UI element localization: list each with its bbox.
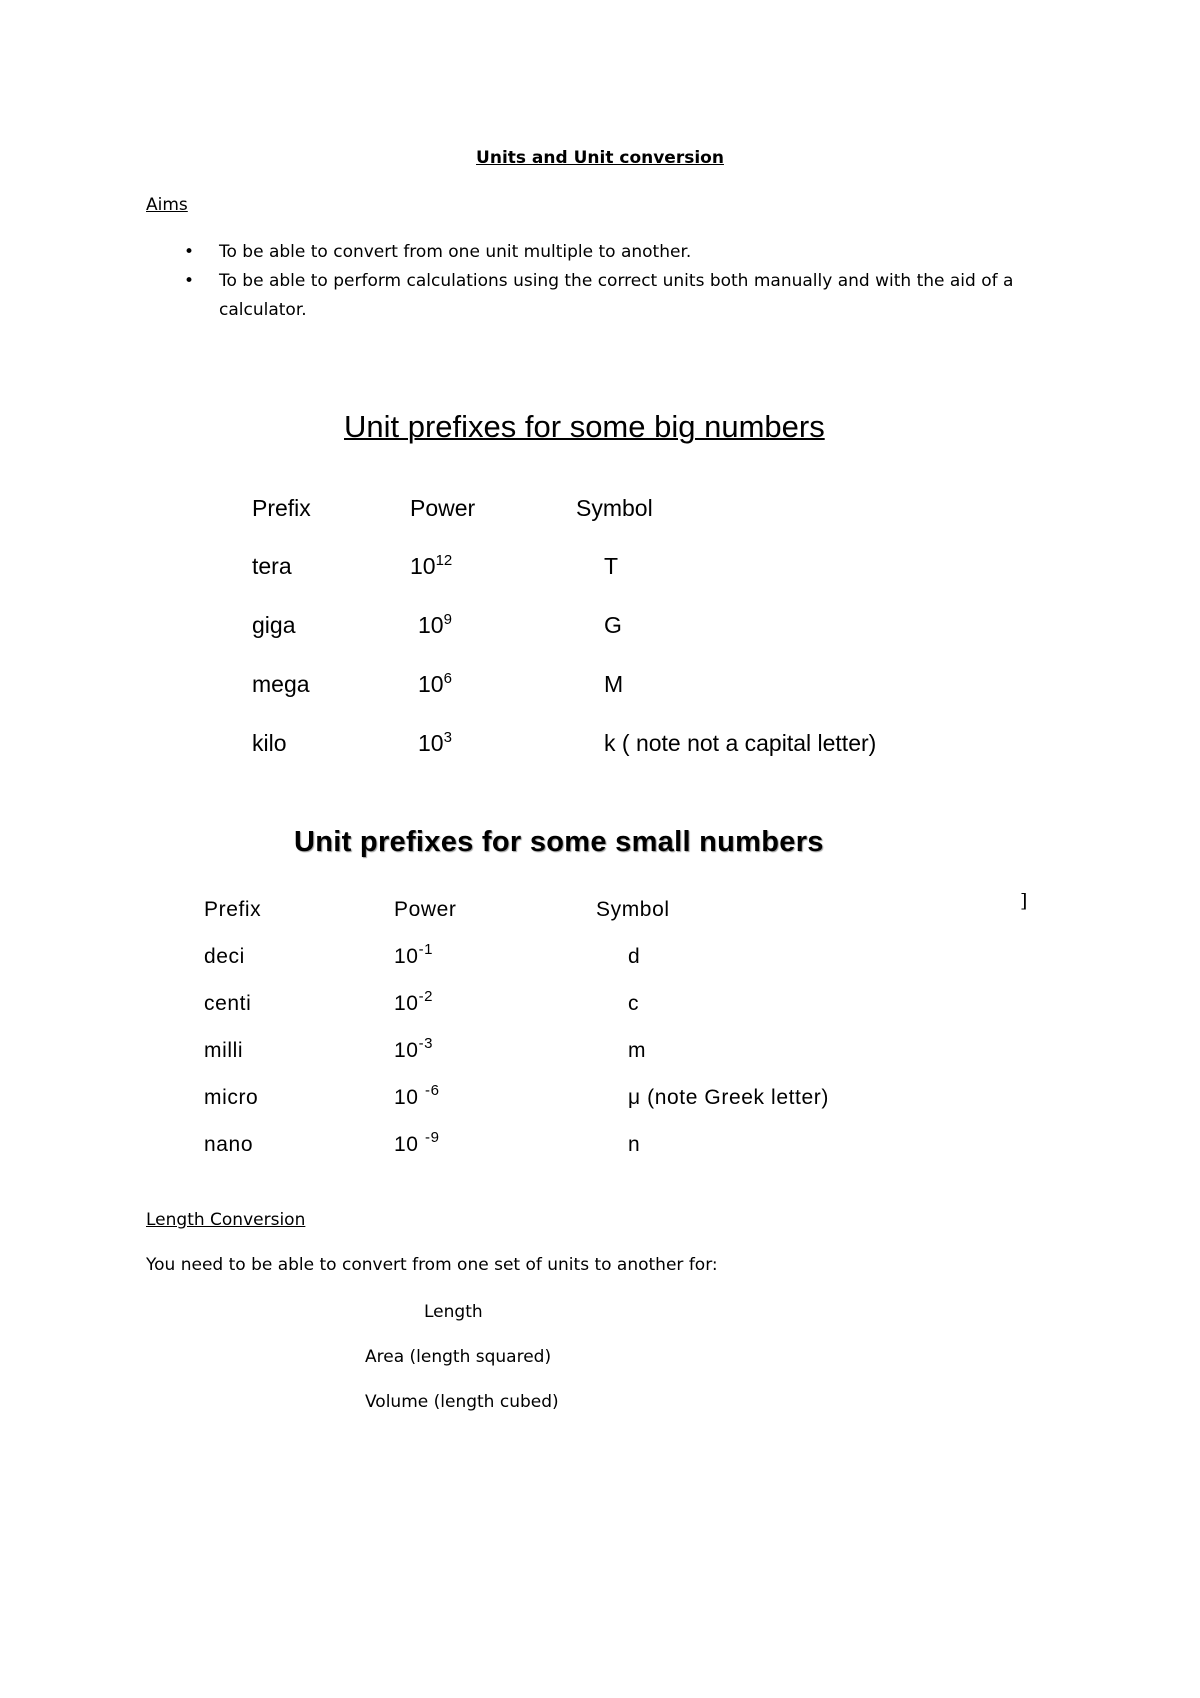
small-numbers-title: Unit prefixes for some small numbers xyxy=(294,826,824,858)
prefix-cell: tera xyxy=(252,553,292,579)
bullet-icon: • xyxy=(184,271,195,291)
prefix-cell: giga xyxy=(252,612,296,638)
volume-item: Volume (length cubed) xyxy=(365,1392,559,1412)
power-cell: $10^{-2}$ xyxy=(394,988,434,1015)
symbol-cell: m xyxy=(628,1039,647,1062)
area-item: Area (length squared) xyxy=(365,1347,552,1367)
prefix-cell: centi xyxy=(204,992,252,1015)
header-prefix: Prefix xyxy=(252,495,311,521)
prefix-cell: micro xyxy=(204,1086,259,1109)
page-title: Units and Unit conversion xyxy=(476,148,724,168)
aim-item xyxy=(146,238,1076,267)
aims-list xyxy=(146,238,1076,325)
symbol-cell: T xyxy=(604,553,619,579)
power-cell: 10 $^{-6}$ xyxy=(394,1082,440,1109)
power-cell: $10^3$ xyxy=(418,729,452,756)
aims-heading: Aims xyxy=(146,195,188,215)
symbol-cell: n xyxy=(628,1133,641,1156)
aim-text: To be able to convert from one unit multiple to another. xyxy=(219,242,692,262)
bullet-icon: • xyxy=(184,242,195,262)
symbol-cell: k ( note not a capital letter) xyxy=(604,730,877,756)
stray-bracket: ] xyxy=(1020,890,1028,912)
prefix-cell: mega xyxy=(252,671,310,697)
symbol-cell: d xyxy=(628,945,641,968)
power-cell: $10^{12}$ xyxy=(410,552,453,579)
header-symbol: Symbol xyxy=(576,495,653,521)
big-numbers-title: Unit prefixes for some big numbers xyxy=(344,409,825,444)
length-conversion-intro: You need to be able to convert from one set of units to another for: xyxy=(146,1255,718,1275)
symbol-cell: μ (note Greek letter) xyxy=(628,1086,829,1109)
prefix-cell: milli xyxy=(204,1039,244,1062)
aim-item xyxy=(146,267,1076,325)
power-cell: $10^{-1}$ xyxy=(394,941,434,968)
header-power: Power xyxy=(410,495,476,521)
aim-text: To be able to perform calculations using the correct units both manually and with the aid of a calculator. xyxy=(219,271,1014,320)
symbol-cell: M xyxy=(604,671,624,697)
prefix-cell: deci xyxy=(204,945,245,968)
power-cell: $10^9$ xyxy=(418,611,452,638)
symbol-cell: c xyxy=(628,992,640,1015)
header-prefix: Prefix xyxy=(204,898,262,921)
header-power: Power xyxy=(394,898,457,921)
symbol-cell: G xyxy=(604,612,622,638)
header-symbol: Symbol xyxy=(596,898,670,921)
length-conversion-heading: Length Conversion xyxy=(146,1210,306,1230)
length-item: Length xyxy=(424,1302,483,1322)
power-cell: $10^{-3}$ xyxy=(394,1035,434,1062)
prefix-cell: nano xyxy=(204,1133,254,1156)
power-cell: $10^6$ xyxy=(418,670,452,697)
power-cell: 10 $^{-9}$ xyxy=(394,1129,440,1156)
prefix-cell: kilo xyxy=(252,730,287,756)
